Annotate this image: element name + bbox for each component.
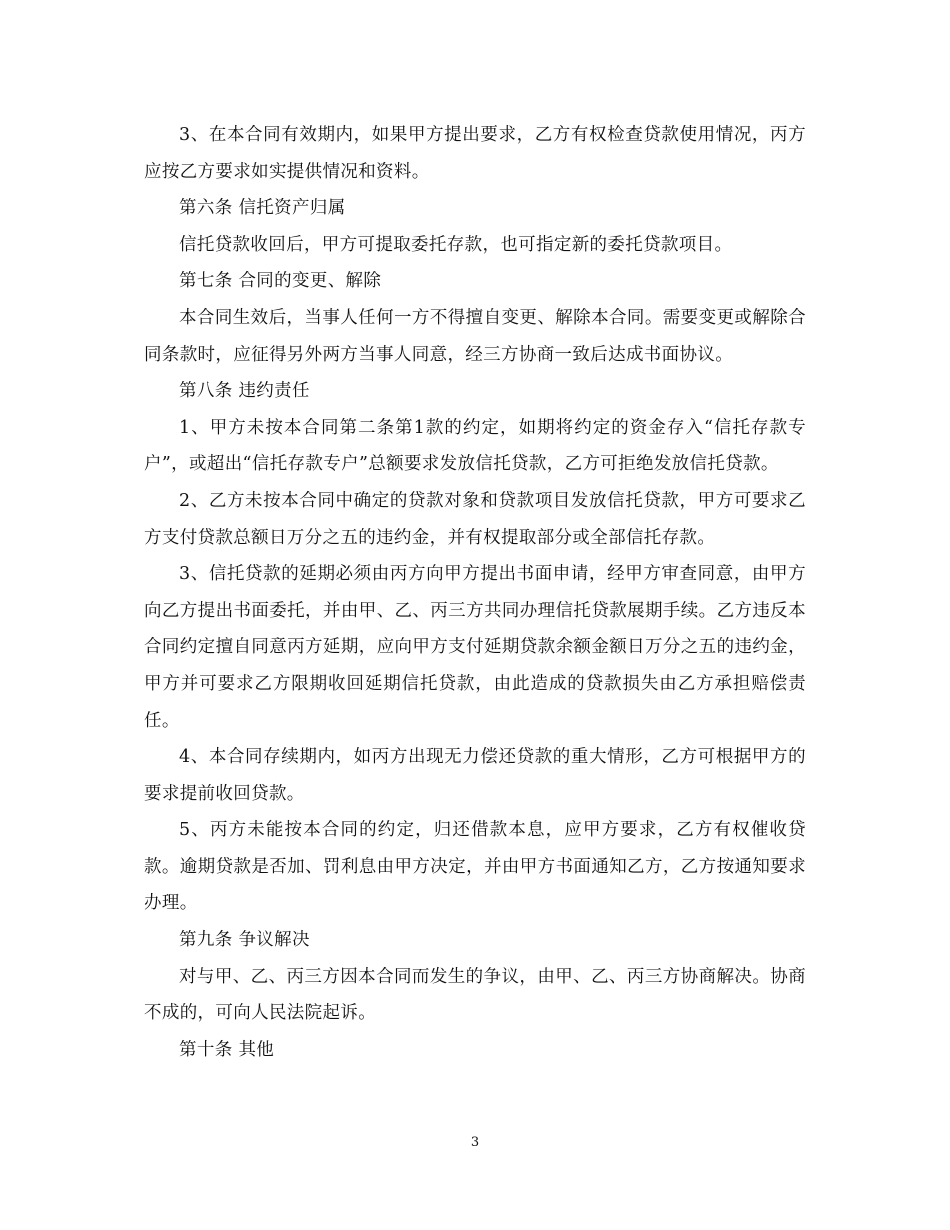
article-8-item-5: 5、丙方未能按本合同的约定，归还借款本息，应甲方要求，乙方有权催收贷款。逾期贷款是否加、罚利息由甲方决定，并由甲方书面通知乙方，乙方按通知要求办理。 [144, 820, 806, 914]
article-10-heading: 第十条 其他 [179, 1039, 275, 1060]
article-7-text: 本合同生效后，当事人任何一方不得擅自变更、解除本合同。需要变更或解除合同条款时，应征得另外两方当事人同意，经三方协商一致后达成书面协议。 [144, 307, 806, 365]
page-number: 3 [470, 1135, 480, 1150]
article-7-heading: 第七条 合同的变更、解除 [179, 271, 382, 292]
clause-5-item-3: 3、在本合同有效期内，如果甲方提出要求，乙方有权检查贷款使用情况，丙方应按乙方要求如实提供情况和资料。 [144, 125, 806, 182]
article-8-item-4: 4、本合同存续期内，如丙方出现无力偿还贷款的重大情形，乙方可根据甲方的要求提前收回贷款。 [144, 747, 806, 804]
document-body [144, 117, 806, 1068]
article-8-heading: 第八条 违约责任 [179, 381, 310, 402]
article-9-text: 对与甲、乙、丙三方因本合同而发生的争议，由甲、乙、丙三方协商解决。协商不成的，可向人民法院起诉。 [144, 966, 806, 1024]
article-8-item-3: 3、信托贷款的延期必须由丙方向甲方提出书面申请，经甲方审查同意，由甲方向乙方提出书面委托，并由甲、乙、丙三方共同办理信托贷款展期手续。乙方违反本合同约定擅自同意丙方延期，应向甲方支付延期贷款余额金额日万分之五的违约金，甲方并可要求乙方限期收回延期信托贷款，由此造成的贷款损失由乙方承担赔偿责任。 [144, 564, 806, 731]
article-8-item-1: 1、甲方未按本合同第二条第1款的约定，如期将约定的资金存入“信托存款专户”，或超出“信托存款专户”总额要求发放信托贷款，乙方可拒绝发放信托贷款。 [144, 417, 806, 475]
article-8-item-2: 2、乙方未按本合同中确定的贷款对象和贷款项目发放信托贷款，甲方可要求乙方支付贷款总额日万分之五的违约金，并有权提取部分或全部信托存款。 [144, 490, 806, 548]
article-9-heading: 第九条 争议解决 [179, 930, 310, 951]
article-6-heading: 第六条 信托资产归属 [179, 198, 346, 219]
article-6-text: 信托贷款收回后，甲方可提取委托存款，也可指定新的委托贷款项目。 [179, 234, 733, 255]
